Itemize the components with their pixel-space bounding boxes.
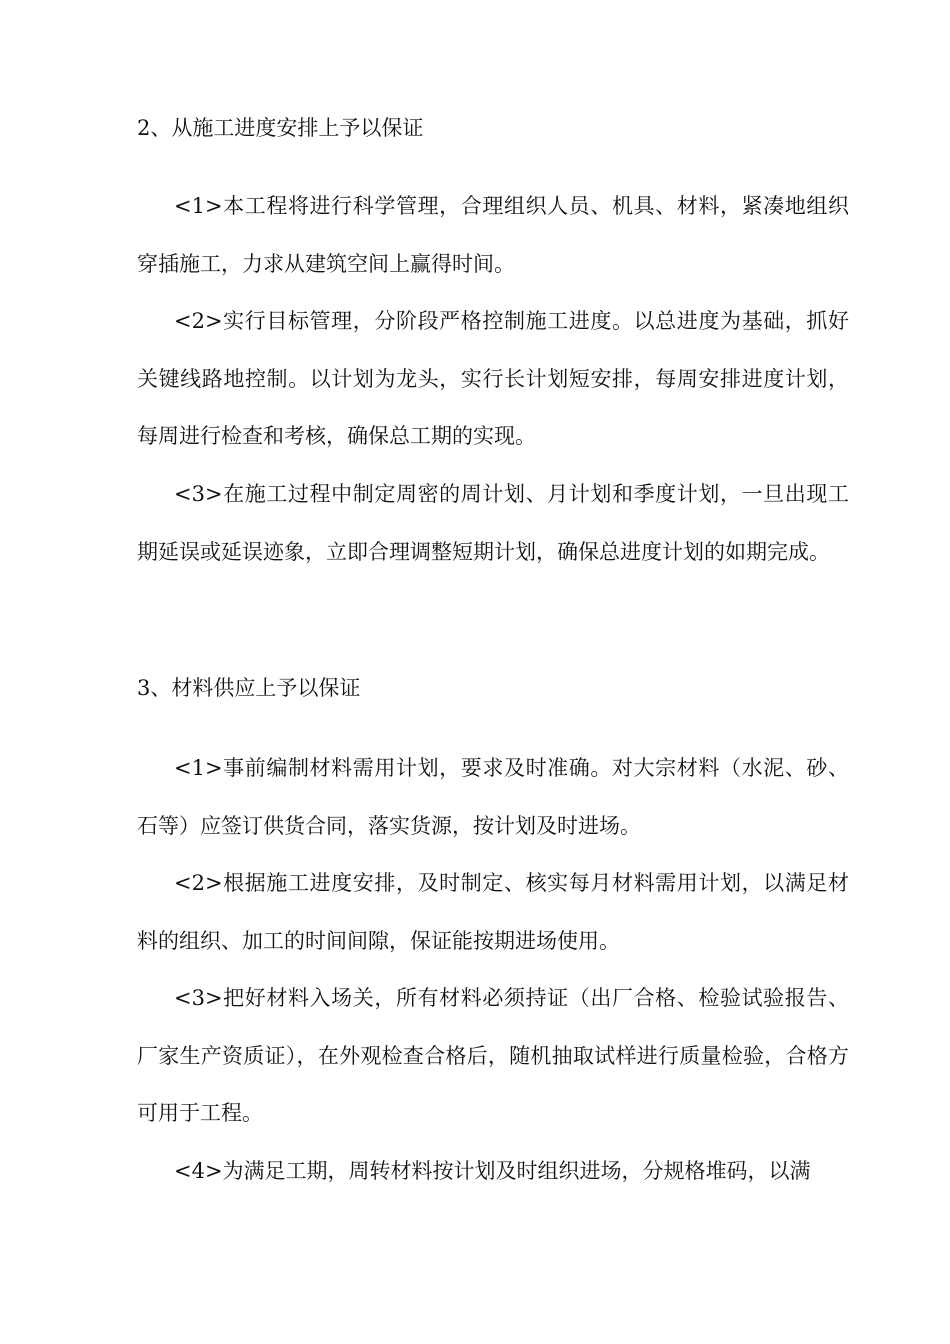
paragraph-2-1: <1>本工程将进行科学管理，合理组织人员、机具、材料，紧凑地组织穿插施工，力求从建筑空间上赢得时间。 (137, 194, 849, 276)
paragraph-2-2: <2>实行目标管理，分阶段严格控制施工进度。以总进度为基础，抓好关键线路地控制。以计划为龙头，实行长计划短安排，每周安排进度计划，每周进行检查和考核，确保总工期的实现。 (137, 309, 849, 448)
section-heading-3: 3、材料供应上予以保证 (137, 676, 361, 700)
paragraph-3-3: <3>把好材料入场关，所有材料必须持证（出厂合格、检验试验报告、厂家生产资质证），在外观检查合格后，随机抽取试样进行质量检验，合格方可用于工程。 (137, 986, 849, 1125)
section-heading-2: 2、从施工进度安排上予以保证 (137, 116, 424, 140)
paragraph-3-4: <4>为满足工期，周转材料按计划及时组织进场，分规格堆码，以满 (174, 1159, 811, 1183)
paragraph-2-3: <3>在施工过程中制定周密的周计划、月计划和季度计划，一旦出现工期延误或延误迹象，立即合理调整短期计划，确保总进度计划的如期完成。 (137, 482, 849, 564)
paragraph-3-1: <1>事前编制材料需用计划，要求及时准确。对大宗材料（水泥、砂、石等）应签订供货合同，落实货源，按计划及时进场。 (137, 756, 849, 838)
paragraph-3-2: <2>根据施工进度安排，及时制定、核实每月材料需用计划，以满足材料的组织、加工的时间间隙，保证能按期进场使用。 (137, 871, 849, 953)
